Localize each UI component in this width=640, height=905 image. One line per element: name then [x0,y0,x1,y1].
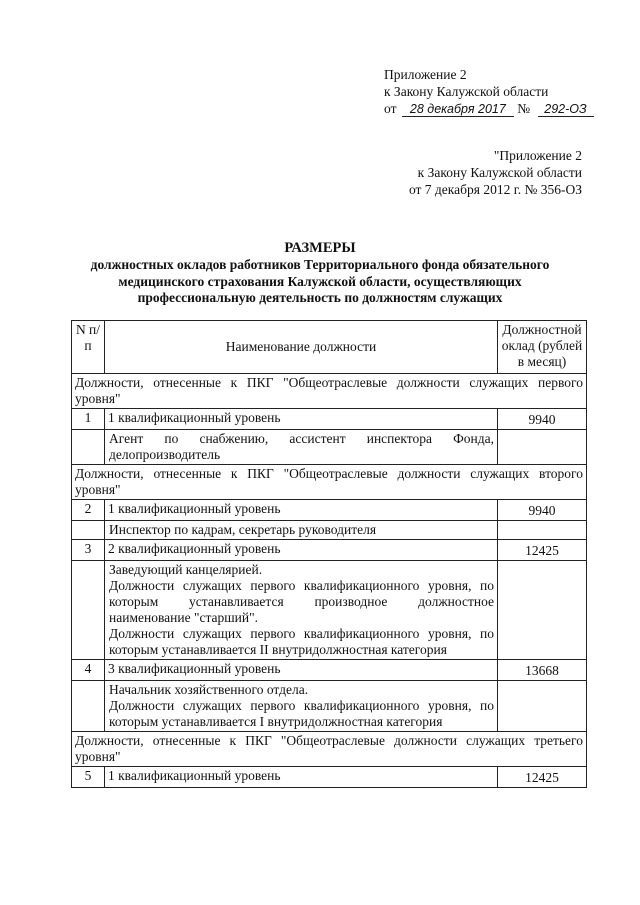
amendment-date-line [384,100,594,117]
row-number: 4 [72,660,105,681]
document-title [60,240,580,307]
salary-value: 9940 [498,409,587,430]
table-row [72,409,587,430]
title-main: РАЗМЕРЫ [284,240,356,256]
table-row [72,500,587,521]
original-appendix-label: "Приложение 2 [493,148,582,163]
section-row [72,374,587,409]
row-number: 2 [72,500,105,521]
section-row [72,465,587,500]
handwritten-date: 28 декабря 2017 [402,102,514,117]
position-list [105,521,498,540]
qualification-level: 1 квалификационный уровень [105,409,498,430]
handwritten-number: 292-ОЗ [538,102,594,117]
table-row [72,540,587,561]
amendment-header [384,66,594,117]
section-row [72,732,587,767]
table-row [72,767,587,788]
table-row [72,430,587,465]
header-salary: Должностной оклад (рублей в месяц) [498,321,587,374]
position-text: Агент по снабжению, ассистент инспектора Фонда, делопроизводитель [109,431,494,462]
qualification-level: 2 квалификационный уровень [105,540,498,561]
section-title: Должности, отнесенные к ПКГ "Общеотраслевые должности служащих второго уровня" [72,465,587,500]
row-number: 1 [72,409,105,430]
salary-value: 12425 [498,540,587,561]
table-row [72,681,587,732]
salary-value: 12425 [498,767,587,788]
position-text: Должности служащих первого квалификационного уровня, по которым устанавливается II внутридолжностная категория [109,626,494,657]
salary-table [71,320,587,788]
qualification-level: 3 квалификационный уровень [105,660,498,681]
title-line-2: медицинского страхования Калужской области, осуществляющих [118,273,522,289]
original-law-header [409,147,582,198]
position-text: Должности служащих первого квалификационного уровня, по которым устанавливается производное должностное наименование "старший". [109,578,494,625]
row-number: 5 [72,767,105,788]
number-prefix: № [517,101,531,116]
amendment-law-label: к Закону Калужской области [384,84,549,99]
row-number: 3 [72,540,105,561]
position-text: Начальник хозяйственного отдела. [109,682,309,697]
date-prefix: от [384,101,397,116]
salary-value: 13668 [498,660,587,681]
original-law-label: к Закону Калужской области [417,165,582,180]
table-header-row [72,321,587,374]
header-num: N п/п [72,321,105,374]
position-text: Инспектор по кадрам, секретарь руководителя [109,522,377,537]
position-text: Заведующий канцелярией. [109,562,263,577]
position-list [105,681,498,732]
header-name: Наименование должности [105,321,498,374]
qualification-level: 1 квалификационный уровень [105,767,498,788]
table-row [72,561,587,660]
position-text: Должности служащих первого квалификационного уровня, по которым устанавливается I внутридолжностная категория [109,698,494,729]
section-title: Должности, отнесенные к ПКГ "Общеотраслевые должности служащих первого уровня" [72,374,587,409]
title-line-1: должностных окладов работников Территориального фонда обязательного [90,257,550,272]
position-list [105,561,498,660]
original-law-date: от 7 декабря 2012 г. № 356-ОЗ [408,182,582,197]
title-line-3: профессиональную деятельность по должностям служащих [137,290,503,305]
amendment-appendix-label: Приложение 2 [384,67,467,82]
qualification-level: 1 квалификационный уровень [105,500,498,521]
salary-value: 9940 [498,500,587,521]
table-row [72,660,587,681]
section-title: Должности, отнесенные к ПКГ "Общеотраслевые должности служащих третьего уровня" [72,732,587,767]
table-row [72,521,587,540]
position-list [105,430,498,465]
